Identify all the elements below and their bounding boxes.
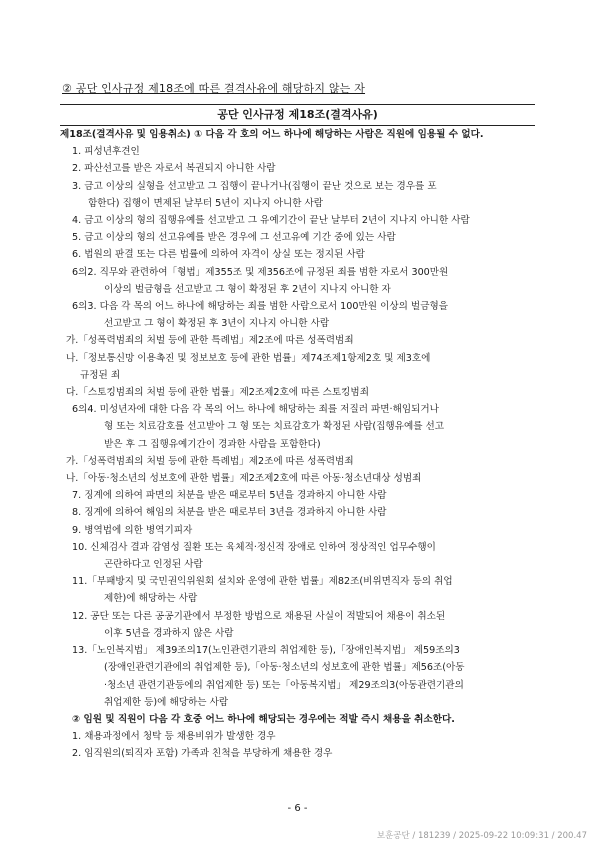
- regulation-line: 받은 후 그 집행유예기간이 경과한 사람을 포함한다): [104, 438, 321, 450]
- regulation-line: 선고받고 그 형이 확정된 후 3년이 지나지 아니한 사람: [104, 318, 330, 330]
- regulation-line: 6의4. 미성년자에 대한 다음 각 목의 어느 하나에 해당하는 죄를 저질러 파면·해임되거나: [72, 404, 439, 416]
- regulation-line: ② 임원 및 직원이 다음 각 호중 어느 하나에 해당되는 경우에는 적발 즉시 채용을 취소한다.: [72, 713, 455, 725]
- regulation-line: 제18조(결격사유 및 임용취소) ① 다음 각 호의 어느 하나에 해당하는 사람은 직원에 임용될 수 없다.: [60, 129, 484, 140]
- regulation-line: ·청소년 관련기관등에의 취업제한 등) 또는「아동복지법」 제29조의3(아동관련기관의: [104, 679, 464, 691]
- regulation-line: 3. 금고 이상의 실형을 선고받고 그 집행이 끝나거나(집행이 끝난 것으로 보는 경우를 포: [72, 180, 437, 192]
- regulation-line: 4. 금고 이상의 형의 집행유예를 선고받고 그 유예기간이 끝난 날부터 2년이 지나지 아니한 사람: [72, 215, 470, 227]
- page-number: - 6 -: [287, 803, 308, 814]
- regulation-line: 형 또는 치료감호를 선고받아 그 형 또는 치료감호가 확정된 사람(집행유예를 선고: [104, 421, 445, 433]
- regulation-line: 6의2. 직무와 관련하여「형법」제355조 및 제356조에 규정된 죄를 범한 자로서 300만원: [72, 266, 449, 278]
- regulation-line: 함한다) 집행이 면제된 날부터 5년이 지나지 아니한 사람: [88, 197, 324, 209]
- regulation-line: 2. 임직원의(퇴직자 포함) 가족과 친척을 부당하게 채용한 경우: [72, 748, 333, 760]
- regulation-line: 규정된 죄: [80, 369, 121, 381]
- section-heading: ② 공단 인사규정 제18조에 따른 결격사유에 해당하지 않는 자: [62, 82, 366, 95]
- regulation-line: 나.「아동·청소년의 성보호에 관한 법률」제2조제2호에 따른 아동·청소년대상 성범죄: [66, 473, 422, 485]
- regulation-line: 5. 금고 이상의 형의 선고유예를 받은 경우에 그 선고유예 기간 중에 있는 사람: [72, 232, 396, 244]
- regulation-line: (장애인관련기관에의 취업제한 등),「아동·청소년의 성보호에 관한 법률」제56조(아동: [104, 662, 465, 674]
- regulation-line: 11.「부패방지 및 국민권익위원회 설치와 운영에 관한 법률」제82조(비위면직자 등의 취업: [72, 576, 453, 588]
- regulation-line: 이후 5년을 경과하지 않은 사람: [104, 627, 234, 639]
- regulation-line: 취업제한 등)에 해당하는 사람: [104, 696, 229, 708]
- regulation-line: 2. 파산선고를 받은 자로서 복권되지 아니한 사람: [72, 163, 276, 175]
- regulation-line: 1. 피성년후견인: [72, 146, 140, 158]
- regulation-line: 1. 채용과정에서 청탁 등 채용비위가 발생한 경우: [72, 731, 276, 743]
- regulation-line: 9. 병역법에 의한 병역기피자: [72, 524, 193, 536]
- document-footer: 보훈공단 / 181239 / 2025-09-22 10:09:31 / 200.47: [376, 831, 587, 841]
- regulation-line: 가.「성폭력범죄의 처벌 등에 관한 특례법」제2조에 따른 성폭력범죄: [66, 335, 354, 347]
- regulation-line: 다.「스토킹범죄의 처벌 등에 관한 법률」제2조제2호에 따른 스토킹범죄: [66, 387, 369, 399]
- regulation-line: 7. 징계에 의하여 파면의 처분을 받은 때로부터 5년을 경과하지 아니한 사람: [72, 490, 387, 502]
- regulation-line: 이상의 벌금형을 선고받고 그 형이 확정된 후 2년이 지나지 아니한 자: [104, 283, 391, 295]
- regulation-line: 6. 법원의 판결 또는 다른 법률에 의하여 자격이 상실 또는 정지된 사람: [72, 249, 365, 261]
- regulation-line: 곤란하다고 인정된 사람: [104, 559, 203, 571]
- regulation-line: 12. 공단 또는 다른 공공기관에서 부정한 방법으로 채용된 사실이 적발되어 채용이 취소된: [72, 610, 446, 622]
- regulation-line: 8. 징계에 의하여 해임의 처분을 받은 때로부터 3년을 경과하지 아니한 사람: [72, 507, 387, 519]
- regulation-line: 나.「정보통신망 이용촉진 및 정보보호 등에 관한 법률」제74조제1항제2호 및 제3호에: [66, 352, 431, 364]
- regulation-title: 공단 인사규정 제18조(결격사유): [60, 104, 535, 126]
- regulation-line: 가.「성폭력범죄의 처벌 등에 관한 특례법」제2조에 따른 성폭력범죄: [66, 455, 354, 467]
- regulation-line: 제한)에 해당하는 사람: [104, 593, 198, 605]
- regulation-body: [60, 126, 538, 763]
- regulation-line: 10. 신체검사 결과 감염성 질환 또는 육체적·정신적 장애로 인하여 정상적인 업무수행이: [72, 541, 436, 553]
- regulation-line: 6의3. 다음 각 목의 어느 하나에 해당하는 죄를 범한 사람으로서 100만원 이상의 벌금형을: [72, 301, 448, 313]
- regulation-line: 13.「노인복지법」 제39조의17(노인관련기관의 취업제한 등),「장애인복지법」 제59조의3: [72, 645, 460, 657]
